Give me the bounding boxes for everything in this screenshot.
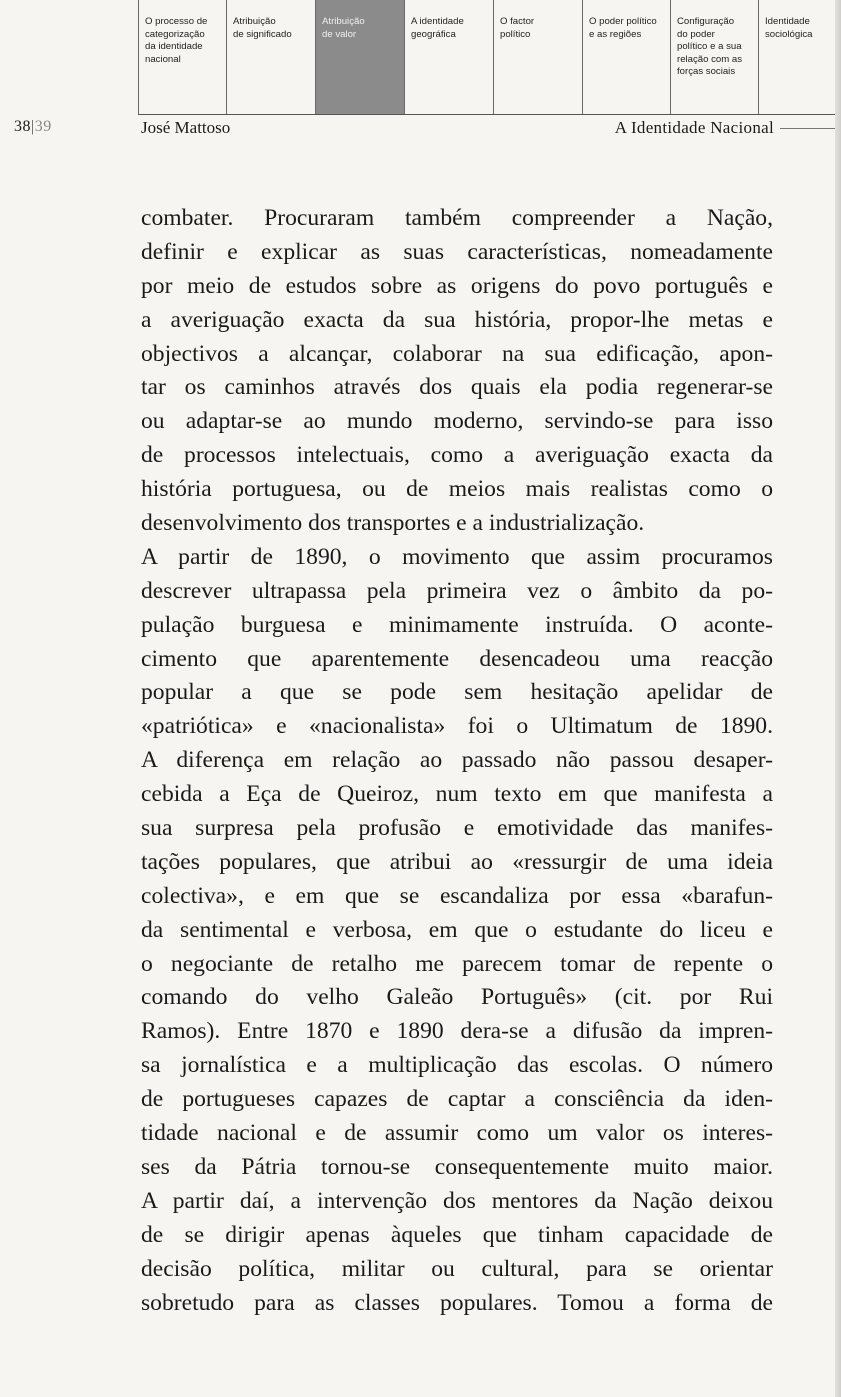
text-line: sa jornalística e a multiplicação das escolas. O número bbox=[141, 1052, 773, 1079]
page-numbers bbox=[14, 118, 52, 136]
nav-tab-configuracao-poder[interactable]: Configuração do poder político e a sua relação com as forças sociais bbox=[671, 0, 759, 114]
text-line: por meio de estudos sobre as origens do povo português e bbox=[141, 272, 773, 299]
text-line: história portuguesa, ou de meios mais realistas como o bbox=[141, 476, 773, 503]
text-line: ou adaptar-se ao mundo moderno, servindo-se para isso bbox=[141, 408, 773, 435]
text-line: sua surpresa pela profusão e emotividade das manifes- bbox=[141, 815, 773, 842]
text-line: a averiguação exacta da sua história, propor-lhe metas e bbox=[141, 306, 773, 333]
text-line: popular a que se pode sem hesitação apelidar de bbox=[141, 679, 773, 706]
text-line: objectivos a alcançar, colaborar na sua edificação, apon- bbox=[141, 340, 773, 367]
author-name: José Mattoso bbox=[141, 118, 231, 137]
chapter-navigation bbox=[138, 0, 841, 115]
book-title: A Identidade Nacional bbox=[614, 118, 774, 137]
text-line: A partir de 1890, o movimento que assim procuramos bbox=[141, 543, 773, 570]
nav-tab-poder-regioes[interactable]: O poder político e as regiões bbox=[583, 0, 671, 114]
body-text bbox=[141, 202, 773, 1320]
text-line: de processos intelectuais, como a averiguação exacta da bbox=[141, 442, 773, 469]
text-line: Ramos). Entre 1870 e 1890 dera-se a difusão da impren- bbox=[141, 1018, 773, 1045]
text-line: desenvolvimento dos transportes e a industrialização. bbox=[141, 510, 645, 537]
text-line: cimento que aparentemente desencadeou uma reacção bbox=[141, 645, 773, 672]
page-edge bbox=[835, 0, 841, 1397]
text-line: da sentimental e verbosa, em que o estudante do liceu e bbox=[141, 916, 773, 943]
nav-tab-sociologica[interactable]: Identidade sociológica bbox=[765, 16, 813, 40]
text-line: de se dirigir apenas àqueles que tinham capacidade de bbox=[141, 1221, 773, 1248]
nav-tab-categorizacao[interactable]: O processo de categorização da identidade nacional bbox=[138, 0, 227, 114]
text-line: sobretudo para as classes populares. Tomou a forma de bbox=[141, 1289, 773, 1316]
text-line: o negociante de retalho me parecem tomar de repente o bbox=[141, 950, 773, 977]
text-line: definir e explicar as suas características, nomeadamente bbox=[141, 238, 773, 265]
text-line: tidade nacional e de assumir como um valor os interes- bbox=[141, 1120, 773, 1147]
page-separator: | bbox=[31, 118, 35, 135]
running-header bbox=[0, 118, 841, 144]
nav-tab-significado[interactable]: Atribuição de significado bbox=[227, 0, 316, 114]
text-line: tações populares, que atribui ao «ressurgir de uma ideia bbox=[141, 848, 773, 875]
text-line: tar os caminhos através dos quais ela podia regenerar-se bbox=[141, 374, 773, 401]
nav-tab-factor-politico[interactable]: O factor político bbox=[494, 0, 583, 114]
text-line: combater. Procuraram também compreender a Nação, bbox=[141, 205, 773, 231]
text-line: de portugueses capazes de captar a consciência da iden- bbox=[141, 1086, 773, 1113]
nav-tab-geografica[interactable]: A identidade geográfica bbox=[405, 0, 494, 114]
text-line: colectiva», e em que se escandaliza por essa «barafun- bbox=[141, 882, 773, 909]
nav-tab-valor[interactable]: Atribuição de valor bbox=[316, 0, 405, 114]
text-line: A diferença em relação ao passado não passou desaper- bbox=[141, 747, 773, 774]
text-line: decisão política, militar ou cultural, para se orientar bbox=[141, 1255, 773, 1282]
text-line: ses da Pátria tornou-se consequentemente muito maior. bbox=[141, 1153, 773, 1180]
text-line: descrever ultrapassa pela primeira vez o âmbito da po- bbox=[141, 577, 773, 604]
page-number-left: 38 bbox=[14, 118, 31, 135]
text-line: comando do velho Galeão Português» (cit. por Rui bbox=[141, 984, 773, 1011]
text-line: pulação burguesa e minimamente instruída. O aconte- bbox=[141, 611, 773, 638]
text-line: «patriótica» e «nacionalista» foi o Ultimatum de 1890. bbox=[141, 713, 773, 740]
text-line: cebida a Eça de Queiroz, num texto em que manifesta a bbox=[141, 781, 773, 808]
page-number-right: 39 bbox=[34, 118, 52, 135]
text-line: A partir daí, a intervenção dos mentores da Nação deixou bbox=[141, 1187, 773, 1214]
